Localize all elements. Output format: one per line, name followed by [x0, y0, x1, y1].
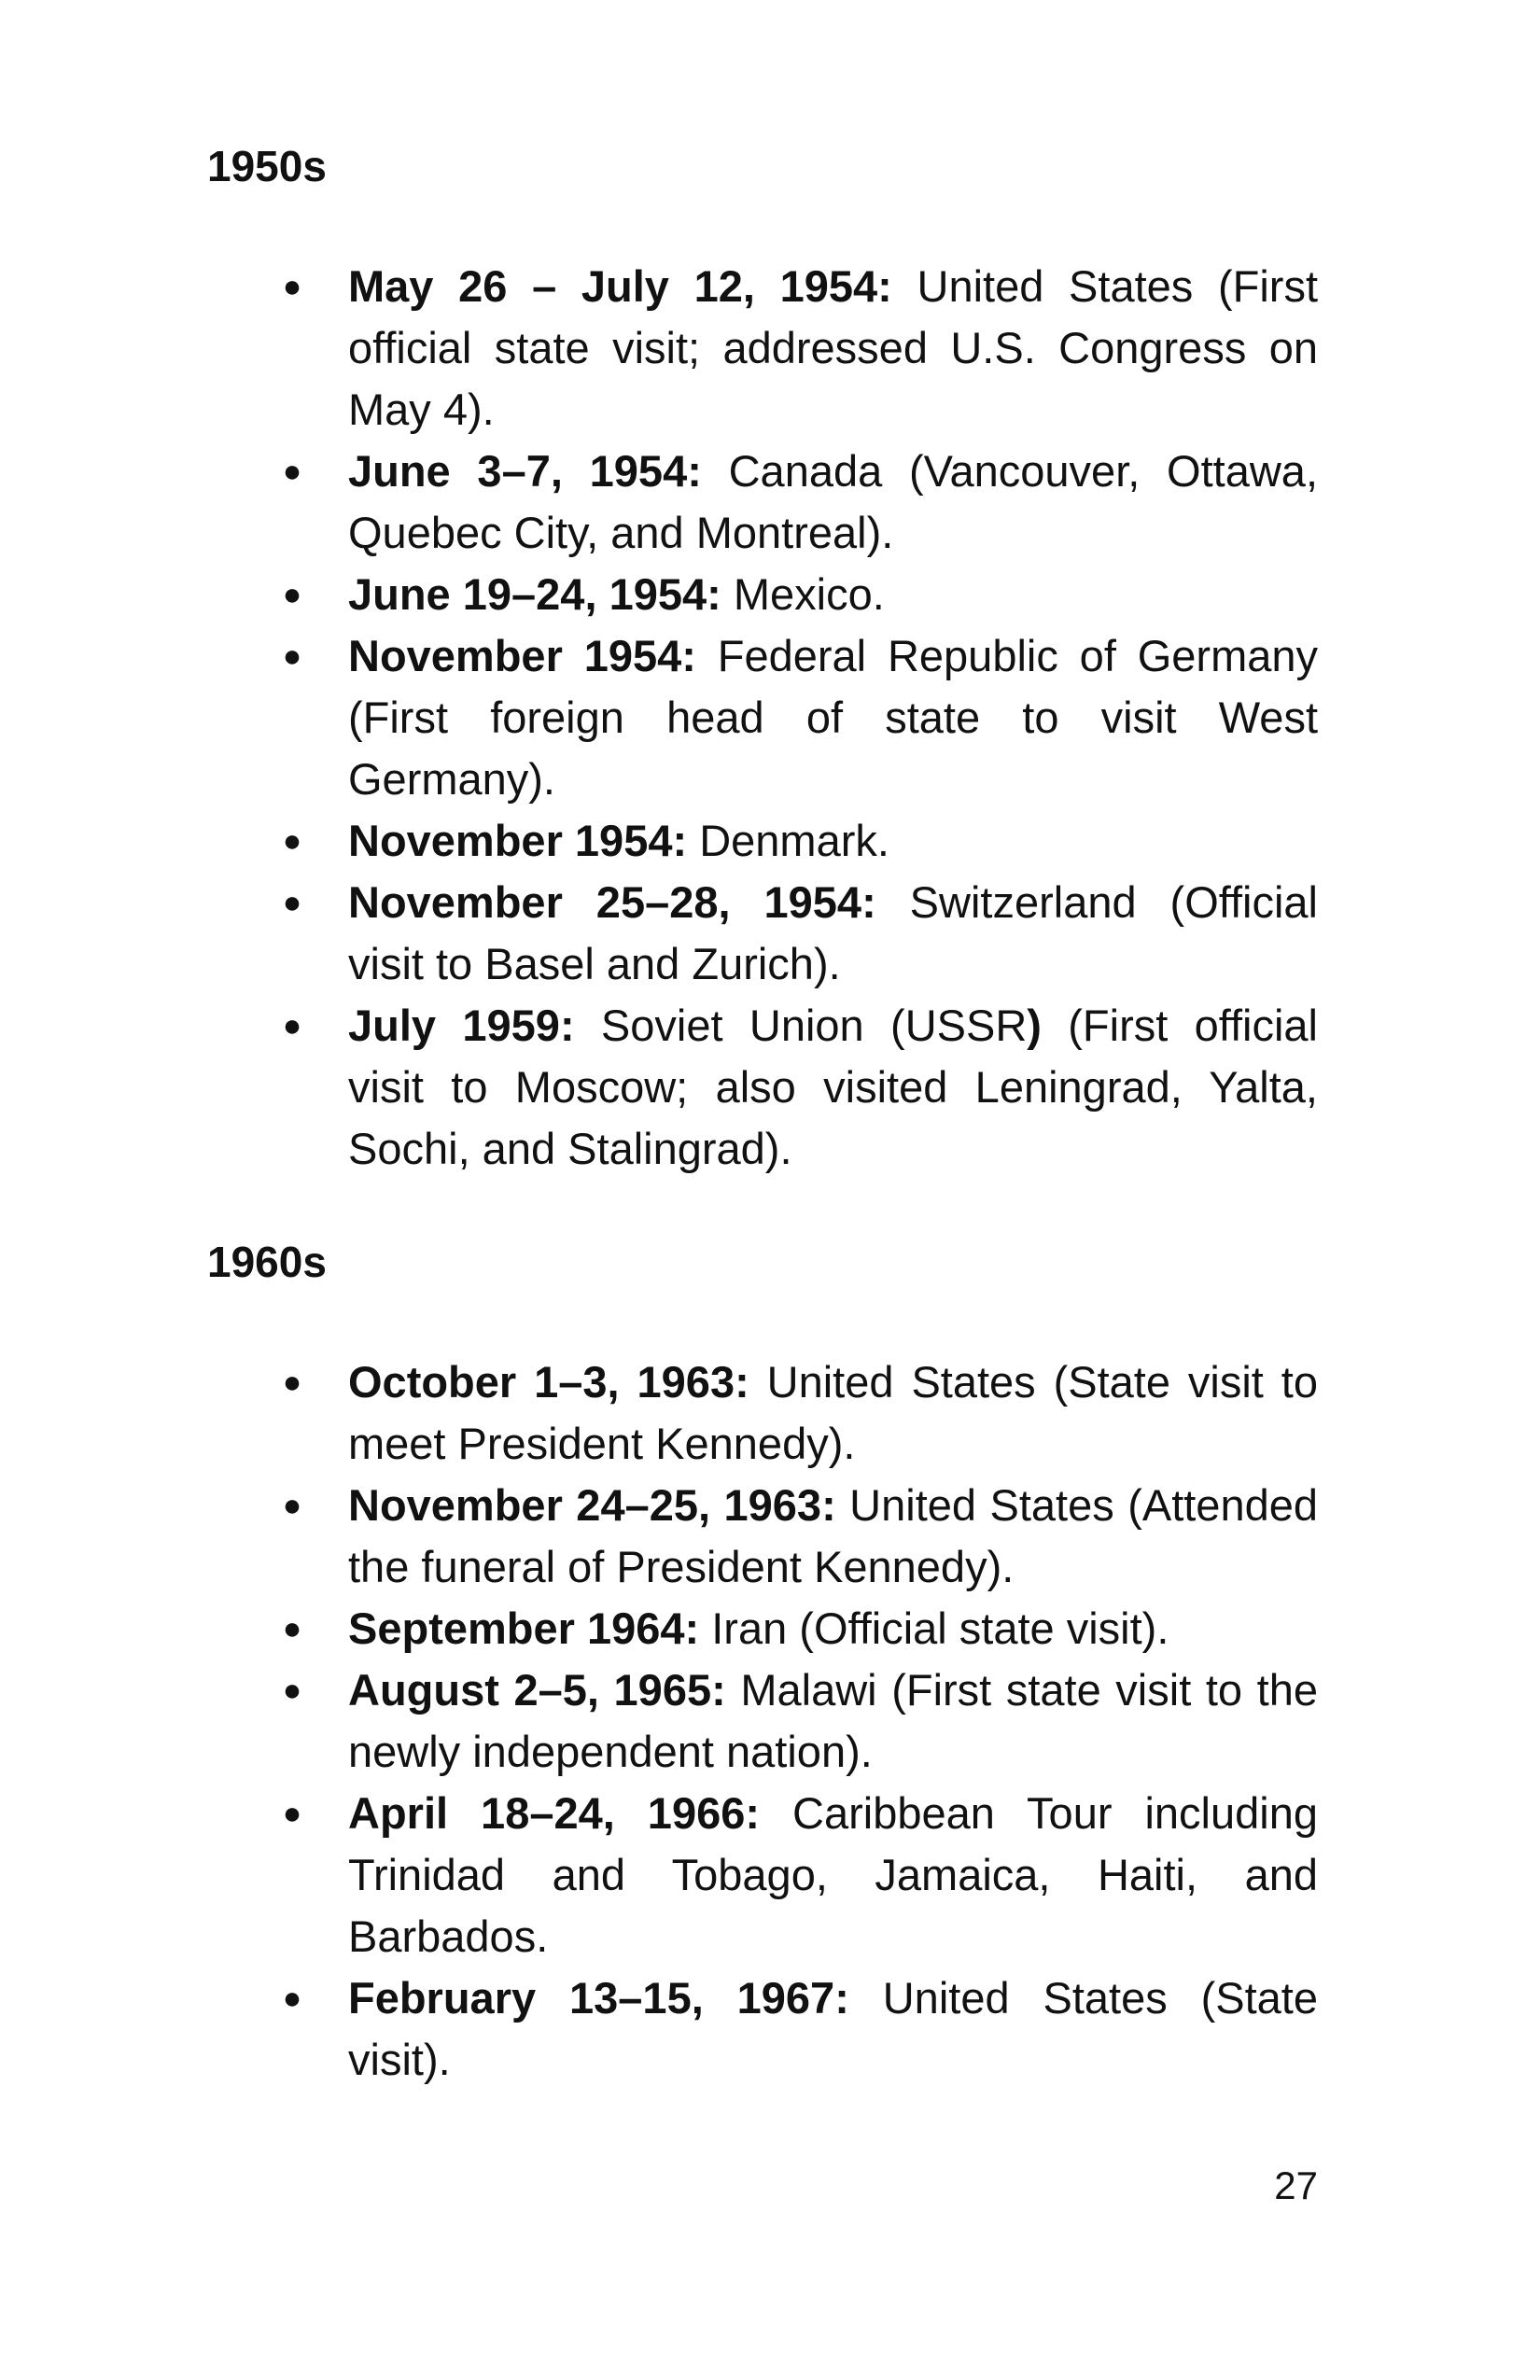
visit-description: United States (Attended the funeral of President Kennedy).: [348, 1480, 1319, 1591]
section-heading: 1960s: [207, 1238, 327, 1286]
visit-entry: [282, 1967, 1318, 2091]
visit-entry: [282, 441, 1319, 564]
visit-list: [282, 1351, 1319, 2091]
visit-description: United States (State visit).: [348, 1973, 1318, 2084]
visit-date: August 2–5, 1965:: [348, 1665, 726, 1715]
visit-description: Switzerland (Official visit to Basel and Zurich).: [348, 877, 1318, 988]
visit-description: Federal Republic of Germany (First foreign head of state to visit West Germany).: [348, 631, 1318, 804]
visit-date: November 1954:: [348, 816, 688, 865]
visit-entry: [282, 995, 1318, 1180]
visit-date: May 26 – July 12, 1954:: [348, 261, 892, 311]
bullet-icon: ●: [282, 577, 302, 612]
visit-description: Iran (Official state visit).: [699, 1603, 1169, 1653]
visit-description: Canada (Vancouver, Ottawa, Quebec City, and Montreal).: [348, 446, 1319, 557]
visit-description-continued: (First official visit to Moscow; also visited Leningrad, Yalta, Sochi, and Stalingrad).: [348, 1001, 1318, 1173]
bullet-icon: ●: [282, 1981, 302, 2016]
visit-entry: [282, 1598, 1318, 1659]
visit-description: Caribbean Tour including Trinidad and Tobago, Jamaica, Haiti, and Barbados.: [348, 1788, 1318, 1961]
section-heading: 1950s: [207, 142, 327, 190]
visit-date: June 3–7, 1954:: [348, 446, 702, 496]
visit-entry: [282, 256, 1318, 441]
bullet-icon: ●: [282, 1488, 302, 1523]
visit-date: February 13–15, 1967:: [348, 1973, 849, 2023]
visit-date: April 18–24, 1966:: [348, 1788, 761, 1838]
visit-description: Denmark.: [687, 816, 889, 865]
bullet-icon: ●: [282, 1008, 302, 1043]
visit-entry: [282, 625, 1318, 810]
visit-description: United States (First official state visit; addressed U.S. Congress on May 4).: [348, 261, 1318, 434]
visit-date: September 1964:: [348, 1603, 700, 1653]
visit-entry: [282, 1351, 1318, 1475]
visit-date: November 24–25, 1963:: [348, 1480, 836, 1530]
page-number: 27: [1274, 2163, 1318, 2207]
visit-entry: [282, 564, 1318, 625]
visit-date: November 25–28, 1954:: [348, 877, 876, 927]
visit-entry: [282, 1475, 1319, 1598]
visit-date: November 1954:: [348, 631, 696, 680]
bullet-icon: ●: [282, 638, 302, 674]
bullet-icon: ●: [282, 885, 302, 920]
visit-date: June 19–24, 1954:: [348, 569, 721, 619]
visit-entry: [282, 1783, 1318, 1967]
bullet-icon: ●: [282, 1365, 302, 1400]
bullet-icon: ●: [282, 823, 302, 859]
bullet-icon: ●: [282, 454, 302, 489]
visit-list: [282, 256, 1319, 1180]
bullet-icon: ●: [282, 269, 302, 304]
visit-description: Soviet Union (USSR: [574, 1001, 1028, 1050]
visit-entry: [282, 810, 1318, 872]
bullet-icon: ●: [282, 1673, 302, 1708]
section-1960s: [207, 1234, 1318, 2091]
visit-description: United States (State visit to meet President Kennedy).: [348, 1357, 1318, 1468]
visit-date-bold-paren: ): [1027, 1001, 1042, 1050]
visit-entry: [282, 872, 1318, 995]
bullet-icon: ●: [282, 1796, 302, 1831]
section-1950s: [207, 138, 1318, 1180]
visit-entry: [282, 1659, 1318, 1783]
visit-description: Malawi (First state visit to the newly independent nation).: [348, 1665, 1318, 1776]
visit-date: October 1–3, 1963:: [348, 1357, 749, 1407]
visit-date: July 1959:: [348, 1001, 575, 1050]
visit-description: Mexico.: [721, 569, 885, 619]
bullet-icon: ●: [282, 1611, 302, 1646]
